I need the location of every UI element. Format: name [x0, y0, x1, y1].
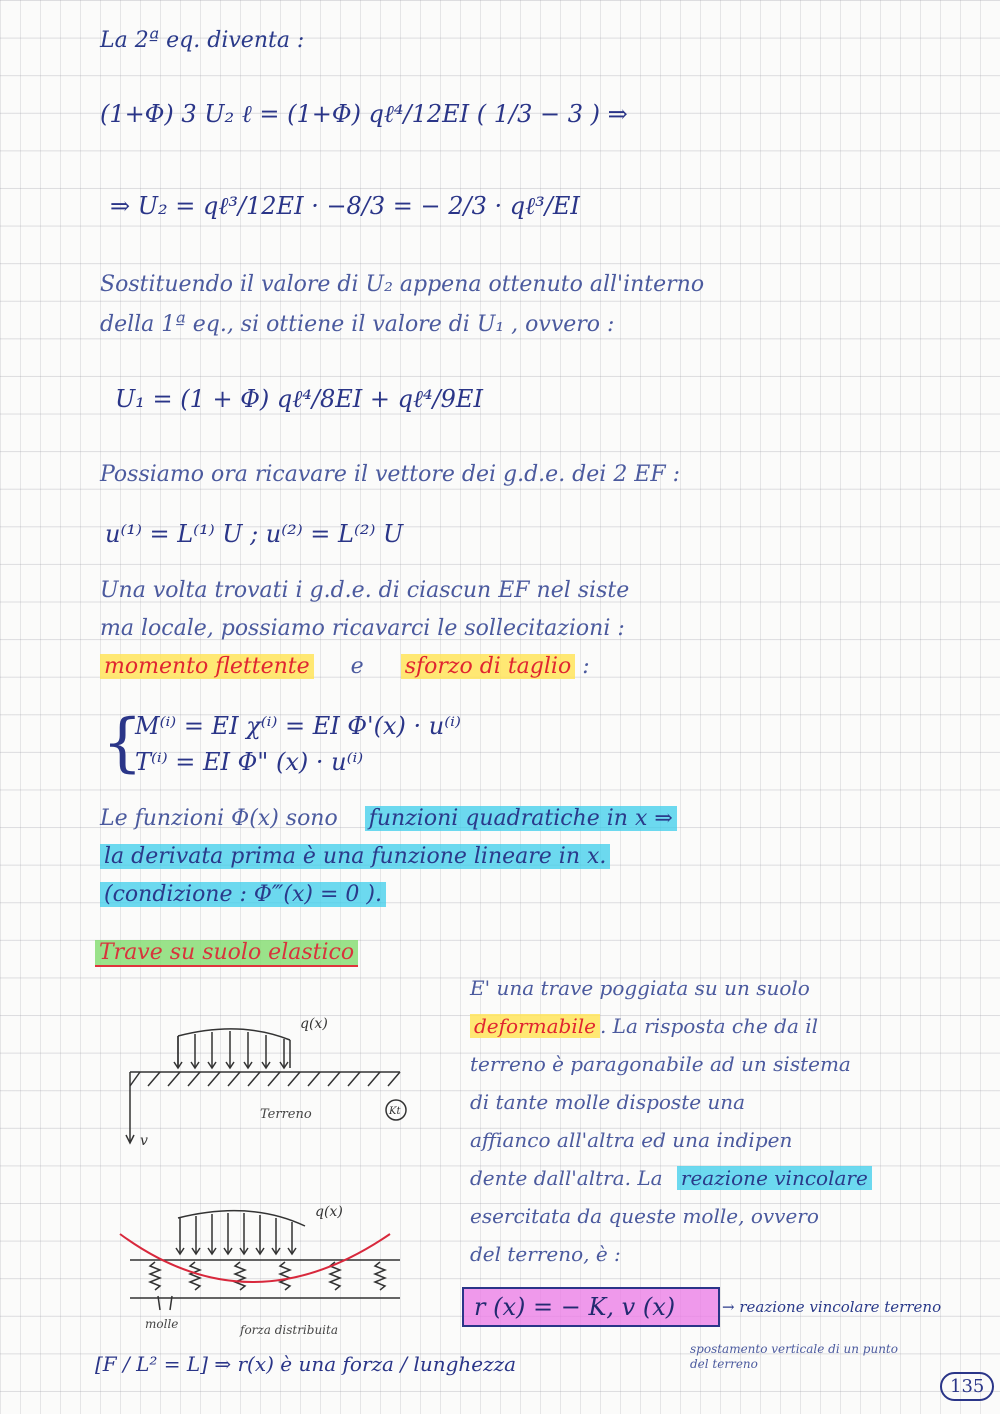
load-arrows-bottom — [176, 1213, 296, 1254]
equation-5b: T⁽ⁱ⁾ = EI Φ" (x) · u⁽ⁱ⁾ — [135, 748, 364, 776]
highlight-row-3 — [100, 844, 610, 869]
deflection-curve — [120, 1234, 390, 1282]
load-curve-bottom — [178, 1211, 305, 1226]
forza-label: forza distribuita — [240, 1323, 338, 1337]
highlight-sforzo: sforzo di taglio — [401, 654, 576, 679]
right-line-2-text: . La risposta che da il — [599, 1014, 819, 1038]
right-line-5: affianco all'altra ed una indipen — [470, 1128, 793, 1152]
kt-label: Kt — [389, 1106, 401, 1117]
text-line-4: Possiamo ora ricavare il vettore dei g.d.e. dei 2 EF : — [100, 462, 681, 487]
text-funzioni: Le funzioni Φ(x) sono — [100, 806, 338, 831]
highlight-condizione: (condizione : Φ‴(x) = 0 ). — [100, 882, 386, 907]
section-title — [95, 940, 358, 967]
beam-diagram — [100, 990, 430, 1370]
section-title-text: Trave su suolo elastico — [95, 940, 358, 965]
box-label: → reazione vincolare terreno — [722, 1298, 942, 1316]
top-diagram — [126, 1029, 406, 1143]
highlight-momento: momento flettente — [100, 654, 314, 679]
terreno-label: Terreno — [260, 1107, 312, 1122]
equation-4: u⁽¹⁾ = L⁽¹⁾ U ; u⁽²⁾ = L⁽²⁾ U — [105, 520, 404, 548]
bottom-diagram — [130, 1211, 400, 1310]
highlight-row-2 — [100, 806, 677, 831]
colon: : — [582, 654, 590, 679]
text-line-6: ma locale, possiamo ricavarci le sollecitazioni : — [100, 616, 625, 641]
under-box-note: spostamento verticale di un punto del terreno — [690, 1342, 898, 1371]
ground-hatching — [130, 1072, 400, 1086]
intro-line: La 2ª eq. diventa : — [100, 28, 305, 53]
highlight-quadratiche: funzioni quadratiche in x ⇒ — [365, 806, 677, 831]
highlight-reazione: reazione vincolare — [677, 1166, 872, 1190]
text-line-3: della 1ª eq., si ottiene il valore di U₁ , ovvero : — [100, 312, 615, 337]
page-number: 135 — [940, 1372, 994, 1401]
equation-2: ⇒ U₂ = qℓ³/12EI · −8/3 = − 2/3 · qℓ³/EI — [110, 192, 580, 220]
q-label-top: q(x) — [300, 1016, 328, 1032]
springs — [150, 1262, 385, 1290]
highlight-row-4 — [100, 882, 386, 907]
load-arrows-top — [174, 1031, 288, 1068]
right-line-6-text: dente dall'altra. La — [470, 1166, 663, 1190]
right-line-7: esercitata da queste molle, ovvero — [470, 1204, 819, 1228]
equation-5a: M⁽ⁱ⁾ = EI χ⁽ⁱ⁾ = EI Φ'(x) · u⁽ⁱ⁾ — [135, 712, 461, 740]
right-line-3: terreno è paragonabile ad un sistema — [470, 1052, 851, 1076]
right-line-1: E' una trave poggiata su un suolo — [470, 976, 810, 1000]
brace: { — [102, 706, 143, 780]
v-label: v — [140, 1133, 148, 1149]
right-line-2 — [470, 1014, 818, 1038]
conjunction-e: e — [350, 654, 364, 679]
equation-1: (1+Φ) 3 U₂ ℓ = (1+Φ) qℓ⁴/12EI ( 1/3 − 3 ) ⇒ — [100, 100, 628, 128]
boxed-equation: r (x) = − K, v (x) — [462, 1287, 720, 1327]
right-line-6 — [470, 1166, 872, 1190]
bottom-equation: [F / L² = L] ⇒ r(x) è una forza / lunghezza — [95, 1352, 517, 1376]
molle-label: molle — [145, 1317, 179, 1331]
q-label-bottom: q(x) — [315, 1204, 343, 1220]
highlight-derivata: la derivata prima è una funzione lineare in x. — [100, 844, 610, 869]
highlight-row-1 — [100, 654, 590, 679]
right-line-4: di tante molle disposte una — [470, 1090, 746, 1114]
highlight-deformabile: deformabile — [470, 1014, 600, 1038]
text-line-2: Sostituendo il valore di U₂ appena ottenuto all'interno — [100, 272, 705, 297]
right-line-8: del terreno, è : — [470, 1242, 621, 1266]
equation-3: U₁ = (1 + Φ) qℓ⁴/8EI + qℓ⁴/9EI — [115, 385, 483, 413]
text-line-5: Una volta trovati i g.d.e. di ciascun EF nel siste — [100, 578, 630, 603]
